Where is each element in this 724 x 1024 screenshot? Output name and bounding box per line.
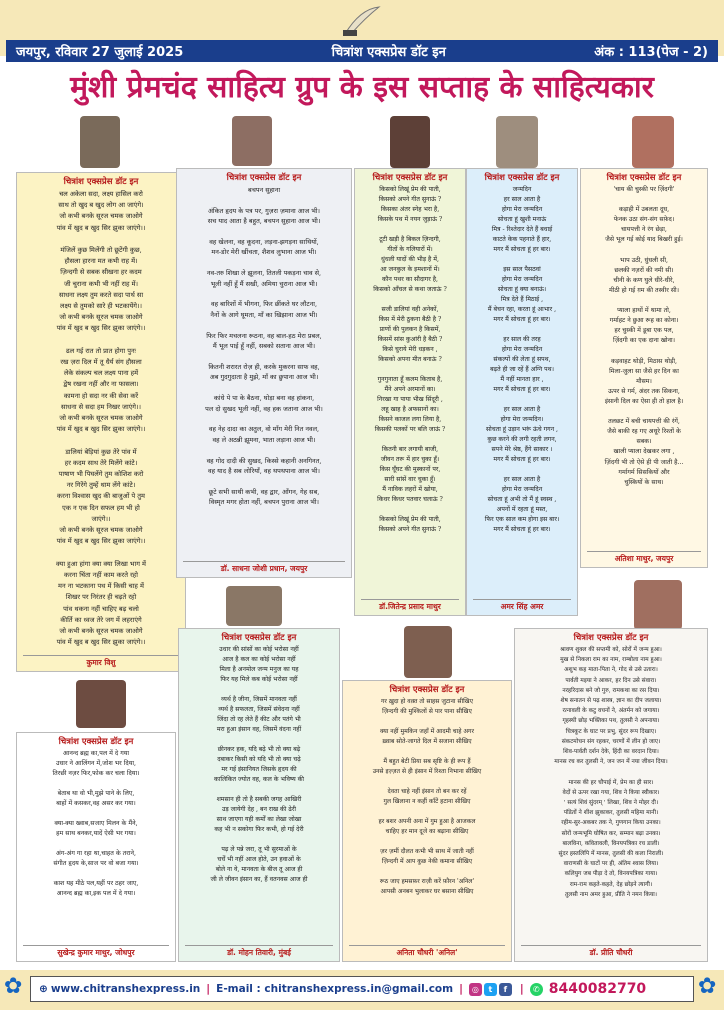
author-photo bbox=[80, 116, 120, 168]
article-column-4 bbox=[466, 168, 578, 616]
column-header: चित्रांश एक्सप्रेस डॉट इन bbox=[389, 685, 465, 695]
author-photo bbox=[76, 680, 126, 728]
author-name: अतिशा माथुर, जयपुर bbox=[587, 551, 701, 564]
poem-text: किसको लिखूं प्रेम की पाती, किसको अपने गीत सुनाऊं ? किसका अंतर स्नेह भरा है, किसके पथ में नयन जुड़ाऊं ? टूटी खड़ी है बिकल ज़िन्दगी, गीतों के गलियारों में। धुंधली यादों की भीड़ है में, आ जनकुल के इमशानों में। कौन पथर का सौदागर है, किसको आँचल से कथा जताऊं ? सजी डालियां वही अनेकों, किस में मेरी ठुकना बैठी है ? प्राणों की पुलकन है किसमें, किसमें सांस कुआंरी है बैठी ? किसे चुराये मेरी धड़कन , किसको अपना मीत बनाऊं ? गुनगुनाता हूँ कलम किताब है, मैंने अपने अरमानों का। निरखा गा पाया भीख सिंदूरी , लहू खाह है अफसानों का। किसने काजल लगा लिया है, किसकी पलकों पर बलि जाऊं ? कितनी बार लगायी बाजी, जीवन तरू में हार चुका हूँ। किस घूँघट की मुस्कानों पर, सारी सांसें वार चुका हूँ। मैं नाविक लहरों में खोया, किधर किधर पतवार चलाऊं ? किसको लिखूं प्रेम की पाती, किसको अपने गीत सुनाऊं ? bbox=[373, 186, 447, 533]
author-photo bbox=[226, 586, 282, 626]
poem-text: बचपन सुहाना अंकित हृदय के पत्र पर, गुज़रा ज़माना आज भी। सच याद आता है बहुत, बचपन सुहाना आज भी। वह खेलना, वह कूदना, लड़ना-झगड़ना साथियों, मन-डोर मेरी खींचता, शैशव लुभाना आज भी। नव-तरु शिखा ले झूलना, तितली पकड़ना चाव से, भूली नहीं हूँ मैं सखी, अमिया चुराना आज भी। वह बारिशों में भीगना, फिर छींकते घर लौटना, नैनों के आगे घूमता, माँ का खिझाना आज भी। फिर फिर मचलना रूठना, वह बाल-हठ मेरा प्रबल, मैं भूल पाई हूँ नहीं, सबको सताना आज भी। कितनी शरारत रोज़ ही, करके मुकरना साफ वह, अब गुदगुदाता है मुझे, माँ का छुपाना आज भी। कांधे पे पा के बैठना, घोड़ा बना वह हांकना, पल दो सुखद भूली नहीं, वह हक जताना आज भी। वह नेह दादा का अतुल, वो माँग मेरी नित नवल, वह ले अठन्नी झूमना, भाता लड़ाना आज भी। वह गोद दादी की सुखद, किस्से कहानी अनगिनत, वह याद है सब लोरियाँ, वह थपथपाना आज भी। छूटे सभी साथी कभी, वह द्वार, आँगन, गेह सब, विस्मृत मगर होता नहीं, बचपन पुराना आज भी। bbox=[205, 186, 323, 507]
poem-text: उधार की सांसों का कोई भरोसा नहीं आज है कल का कोई भरोसा नहीं मिला है अनमोल जन्म मनुज का यह फिर यह मिले कब कोई भरोसा नहीं व्यर्थ है जीना, जिसमें मानवता नहीं व्यर्थ है सफलता, जिसमें संवेदना नहीं जिंदा तो रह लेते हैं कीट और पतंगे भी मरा हुआ इंसान वह, जिसमें वंदना नहीं छीनकर हक, यदि बढ़े भी तो क्या बढ़े दबाकर किसी को यदि भी तो क्या चढ़े मर गई इंसानियत जिसके हृदय की कालिकित ज्योत वह, कल के भविष्य की शमसान ही तो है सबकी जगह आखिरी उड़ जायेगी देह , बन राख की ढेरी साथ जाएगा यही कर्मों का लेखा जोखा कह भी न सकोगा फिर कभी, हो गई देरी पढ़ ले पन्ने जरा, तू भी सुरमाओं के चर्चें भी नहीं आज होते, उन हवाओं के बोले ना वे, मानवता के बीज तू आज ही जी ले जीवन इंसान का, हैं वतनवस आज ही bbox=[210, 646, 308, 883]
poem-text: श्रावण शुक्ल की सप्तमी को, सोरों में जन्म हुआ। मुख से निकला राम का नाम, राम्बोला नाम हुआ। अशुभ कह माता-पिता ने, गोद से उसे उतारा। पार्वती मइया ने आकर, हर दिन उसे संवारा। नरहरिदास बने जो गुरु, रामकथा का रस दिया। शेष सनातन से पढ़ शास्त्र, ज्ञान का दीप जलाया। रत्नावली के कटु वचनों ने, अंतर्मन को जगाया। गृहस्थी छोड़ भक्तिका पथ, तुलसी ने अपनाया। चित्रकूट के घाट पर प्रभु, सुंदर रूप दिखाए। संकटमोचन संग रहकर, चरणों में लीन हो जाए। शिव-पार्वती दर्शन देके, हिंदी का वरदान दिया। मानस रच कर तुलसी ने, जन जन में नया जीवन दिया। मानस की हर चौपाई में, प्रेम का ही सार। वेदों से ऊपर रखा गया, शिव ने किया स्वीकार। ' सत्यं शिवं सुंदरम् ' लिखा, शिव ने मोहर दी। पंडितों ने शीश झुकाकर, तुलसी महिमा मानी। रहीम-सुर-अकबर तक ने, गुणगान किया उनका। सोरों जन्मभूमि घोषित कर, सम्मान बढ़ा उनका। बालविना, कवितावली, विनयपत्रिका रच डाली। सुंदर हस्तलिपि में मानस, तुलसी की कला निराली। वाराणसी के घाटों पर ही, अंतिम श्वास लिया। कलियुग जब पीड़ा दे तो, विनयपत्रिका गाया। राम-राम कहते-कहते, देह छोड़ने त्यागी। तुलसी नाम अमर हुआ, प्रीति ने नमन किया। bbox=[554, 647, 668, 898]
flower-ornament-icon: ✿ bbox=[698, 974, 717, 999]
instagram-icon[interactable]: ◎ bbox=[469, 983, 482, 996]
globe-icon: ⊕ bbox=[39, 983, 48, 995]
article-column-9 bbox=[514, 628, 708, 962]
page-headline: मुंशी प्रेमचंद साहित्य ग्रुप के इस सप्ताह के साहित्यकार bbox=[70, 70, 654, 105]
header-bar bbox=[6, 40, 718, 62]
header-date: जयपुर, रविवार 27 जुलाई 2025 bbox=[16, 45, 184, 60]
poem-text: 'चाय की चुस्की पर ज़िंदगी' कड़ाही में उबलता दूध, फेनक उठा संग-संग सफ़ेद। चायपत्ती ने रंग छेड़ा, जैसे भूल गई कोई याद बिखरी हुई। भाप उठी, धुंधली सी, छलकी नज़रों की नमी सी। चीनी के कण घुले धीरे-धीरे, मीठी हो गई ग़म की तस्वीर सी। प्याला हाथों में थामा तो, गर्माहट ने छुआ रूह का कोना। हर चुस्की में डूबा एक पल, ज़िंदगी का एक दाना खोना। कड़वाहट थोड़ी, मिठास थोड़ी, मिला-जुला सा जैसे हर दिन का मौसम। ऊपर से गर्म, अंदर तक सिकना, इंसानी दिल का ऐसा ही तो हाल है। तलछट में बची चायपत्ती की रंगें, जैसे बाकी रह गए अधूरे रिश्तों के सबक। खाली प्याला देखकर लगा , ज़िंदगी भी तो ऐसे ही पी जाती है... गर्मागर्म सिसकियों और चुस्कियों के साथ। bbox=[604, 186, 684, 486]
author-photo bbox=[632, 116, 674, 168]
column-header: चित्रांश एक्सप्रेस डॉट इन bbox=[226, 173, 302, 183]
article-column-7 bbox=[178, 628, 340, 962]
header-issue: अंक : 113(पेज - 2) bbox=[594, 45, 708, 60]
article-column-5 bbox=[580, 168, 708, 568]
column-header: चित्रांश एक्सप्रेस डॉट इन bbox=[63, 177, 139, 187]
column-header: चित्रांश एक्सप्रेस डॉट इन bbox=[372, 173, 448, 183]
author-name: डॉ. मोहन तिवारी, मुंबई bbox=[185, 945, 333, 958]
author-name: अनिता चौधरी 'अनिल' bbox=[349, 945, 505, 958]
article-column-6 bbox=[16, 732, 176, 962]
author-name: डॉ.जितेन्द्र प्रसाद माथुर bbox=[361, 599, 459, 612]
author-photo bbox=[634, 580, 682, 630]
article-column-3 bbox=[354, 168, 466, 616]
author-photo bbox=[404, 626, 452, 678]
author-photo bbox=[496, 116, 538, 168]
twitter-icon[interactable]: t bbox=[484, 983, 497, 996]
author-name: कुमार विशु bbox=[23, 655, 179, 668]
whatsapp-icon[interactable]: ✆ bbox=[530, 983, 543, 996]
column-header: चित्रांश एक्सप्रेस डॉट इन bbox=[484, 173, 560, 183]
header-paper-name: चित्रांश एक्सप्रेस डॉट इन bbox=[331, 45, 446, 60]
article-column-1 bbox=[16, 172, 186, 672]
author-photo bbox=[390, 116, 430, 168]
author-name: डॉ. प्रीति चौधरी bbox=[521, 945, 701, 958]
column-header: चित्रांश एक्सप्रेस डॉट इन bbox=[58, 737, 134, 747]
footer-email[interactable]: E-mail : chitranshexpress.in@gmail.com bbox=[216, 983, 454, 995]
poem-text: चल अकेला सदा, लक्ष्य हासिल करो साथ तो खुद ब खुद लोग आ जाएंगे। जो कभी बनके सूरज चमक जाओगे पांव में खुद ब खुद सिर झुका जाएंगे।। मंजिलें कुछ मिलेंगी तो छूटेंगी कुछ, हौसला हारना मत कभी राह में। ज़िन्दगी से सबक सीखना हर कदम जी चुराना कभी भी नहीं राह में। साधना लक्ष्य तुम करते सदा पार्थ सा लक्ष्य से तुमको सारे ही भटकायेंगे।। जो कभी बनके सूरज चमक जाओगे पांव में खुद ब खुद सिर झुका जाएंगे।। ढल गई रात तो प्रात होगा पुनः रख ज़रा दिल में तू धैर्य संग हौसला लेके संकल्प चल लक्ष्य पाना हमें द्वेष रखना नहीं और ना फासला। कामना हो सदा नर की सेवा करें साधना से सदा हम निखर जाएंगे।। जो कभी बनके सूरज चमक जाओगे पांव में खुद ब खुद सिर झुका जाएंगे।। डालियां बेड़ियां कुछ तेरे पांव में हर कदम साथ तेरे मिलेंगे कांटे। पाषाण भी पिघलेंगे तुम कोशिश करो नर गिरेंगे तुम्हें थाम लेंगे कांटे। करना विश्वास खुद की बाजुओं पे तुम एक न एक दिन सफल हम भी हो जाएंगे।। जो कभी बनके सूरज चमक जाओगे पांव में खुद ब खुद सिर झुका जाएंगे।। क्या हुआ हांगा क्या क्या लिखा भाग में करना चिंता नहीं काम करते रहो मन ना भटकाना पथ में किसी चाह में शिखर पर निरंतर ही चढ़ते रहो पांव थकना नहीं चाहिए बढ़ चलो कीर्ति का ध्वज तेरे जग में लहराएंगे जो कभी बनके सूरज चमक जाओगे पांव में खुद ब खुद सिर झुका जाएंगे।। bbox=[56, 190, 146, 647]
author-photo bbox=[232, 116, 272, 166]
poem-text: जन्मदिन हर साल आता है होगा मेरा जन्मदिन सोचता हूं खुशी मनाऊं मित्र - रिश्तेदार देते हैं बधाई काटते केक पहनाते हैं हार, मगर मैं सोचता हूं हर बार। इस साल पैसठवां होगा मेरा जन्मदिन सोचता हूं क्या बनाऊं। मित्र देते हैं मिठाई , मैं बेचन रहा, करता हूं आभार , मगर मैं सोचता हूं हर बार। हर साल की तरह होगा मेरा जन्मदिन संकल्पों की लेता हूं सपथ, बढ़ते ही जा रहें हैं अग्नि पथ। मैं नहीं मानता हार , मगर मैं सोचता हूं हर बार। हर साल आता है होगा मेरा जन्मदिन। सोचता हूं उड़ान भरूं ऊंचे गगन , कुछ करने की लगी रहती लगन, सपने मेरे श्रेष्ठ, हैंगे साकार । मगर मैं सोचता हूं हर बार। हर साल आता है होगा मेरा जन्मदिन सोचता हूं अभी तो मैं हूं स्वस्थ , अपनों में रहता हूं मस्त, फिर एक साल कम होगा इस बार। मगर मैं सोचता हूं हर बार। bbox=[484, 186, 560, 533]
article-column-2 bbox=[176, 168, 352, 578]
author-name: डॉ. साधना जोशी प्रधान, जयपुर bbox=[183, 561, 345, 574]
author-name: अमर सिंह अमर bbox=[473, 599, 571, 612]
column-header: चित्रांश एक्सप्रेस डॉट इन bbox=[221, 633, 297, 643]
author-name: सुखेन्द्र कुमार माथुर, जोधपुर bbox=[23, 945, 169, 958]
footer-phone[interactable]: 8440082770 bbox=[548, 981, 647, 997]
poem-text: आनन्द ब्रह्म का,पल में दे गया उधार ने आलिंगन में,जोश भर दिया, तिरछी नज़र फिर,फोक कर चला दिया। बेताब था वो भी,मुझे पाने के लिए, बाहों में कसकर,वह असर कर गया। क्या-क्या ख्वाब,सजाए मिलन के मैंने, हम साथ बनकर,यादें ऐसी भर गया। अंग-अंग गा रहा था,चाहत के तराने, संगीत हृदय के,साज पर वो बजा गया। काश यह मीठे पल,यहीं पर ठहर जाए, आनन्द ब्रह्म का,इक पल में दे गया। bbox=[52, 750, 140, 897]
poem-text: गर ख़ुदा हो वक़्त तो साहस जुटाना सीखिए ज़िन्दगी की मुश्किलों से पार पाना सीखिए क्या नहीं मुमकिन जहाँ में आदमी चाहे अगर ख़्वाब सोते-जागते दिल में सजाना सीखिए मैं बहुत बेटी प्रिया सब सृष्टि के ही रूप हैं उनसे इज़्ज़त से ही इंसान में रिश्ता निभाना सीखिए देवता चाहे नहीं इंसान तो बन कर रहें गुल खिलाना न कहीं काँटें हटाना सीखिए हर बशर अपनी अना में गुम हुआ है आजकल चाहिए हर मान दूजे का बढ़ाना सीखिए ज़र ज़मीं दौलत कभी भी साथ में जाती नहीं ज़िन्दगी में आप कुछ नेकी कमाना सीखिए रूठ जाए हमसफ़र राज़ी करें फ़ौरन 'अनिल' आपसी अनबन भुलाकर घर बसाना सीखिए bbox=[372, 698, 482, 895]
flower-ornament-icon: ✿ bbox=[4, 974, 23, 999]
footer-website[interactable]: www.chitranshexpress.in bbox=[50, 983, 201, 995]
quill-logo-icon bbox=[335, 4, 385, 38]
article-column-8 bbox=[342, 680, 512, 962]
footer-bar: ⊕ www.chitranshexpress.in | E-mail : chitranshexpress.in@gmail.com | ◎ t f | ✆ 8440082770 bbox=[30, 976, 694, 1002]
column-header: चित्रांश एक्सप्रेस डॉट इन bbox=[606, 173, 682, 183]
facebook-icon[interactable]: f bbox=[499, 983, 512, 996]
column-header: चित्रांश एक्सप्रेस डॉट इन bbox=[573, 633, 649, 643]
